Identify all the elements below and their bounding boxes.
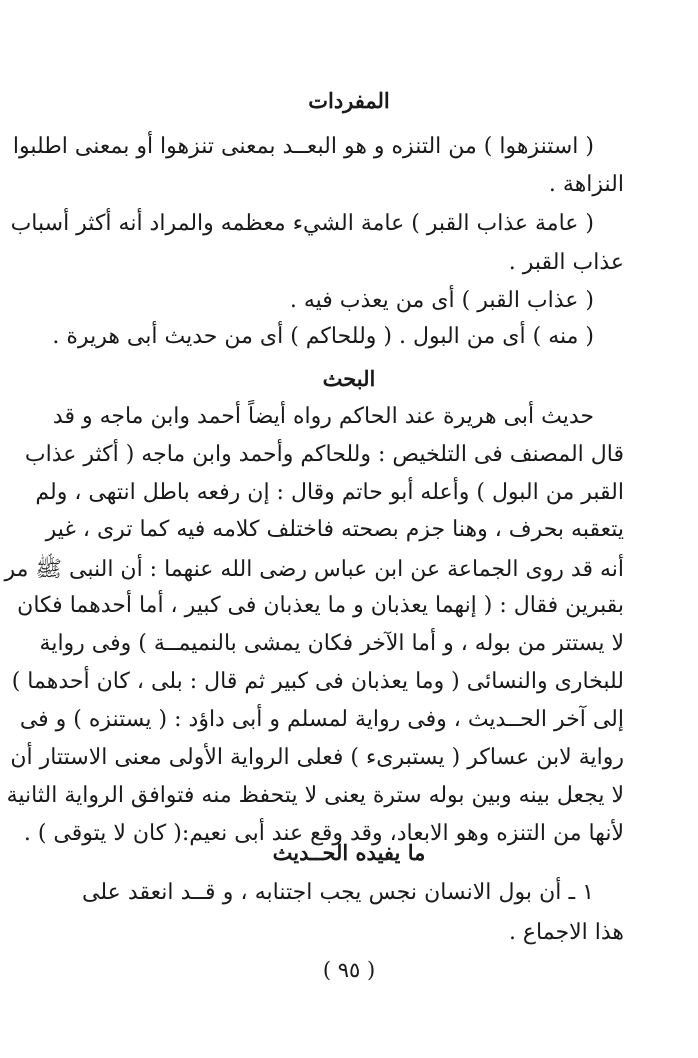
text-line: رواية لابن عساكر ( يستبرىء ) فعلى الرواية الأولى معنى الاستتار أن bbox=[10, 745, 624, 770]
text-line: بقبرين فقال : ( إنهما يعذبان و ما يعذبان فى كبير ، أما أحدهما فكان bbox=[17, 593, 624, 618]
page-number: ( ٩٥ ) bbox=[322, 958, 376, 982]
text-line: ( استنزهوا ) من التنزه و هو البعــد بمعنى تنزهوا أو بمعنى اطلبوا bbox=[12, 134, 594, 159]
text-line: عذاب القبر . bbox=[508, 250, 624, 275]
text-line: ١ ـ أن بول الانسان نجس يجب اجتنابه ، و قــد انعقد على bbox=[82, 880, 594, 905]
text-line: أنه قد روى الجماعة عن ابن عباس رضى الله عنهما : أن النبى ﷺ مر bbox=[4, 557, 624, 582]
section-title-bahth: البحث bbox=[322, 366, 376, 391]
text-line: لا يجعل بينه وبين بوله سترة يعنى لا يتحفظ منه فتوافق الرواية الثانية bbox=[6, 783, 624, 808]
text-line: حديث أبى هريرة عند الحاكم رواه أيضاً أحمد وابن ماجه و قد bbox=[52, 404, 594, 429]
section-title-fawaid: ما يفيده الحــديث bbox=[272, 840, 426, 865]
text-line: قال المصنف فى التلخيص : وللحاكم وأحمد وابن ماجه ( أكثر عذاب bbox=[24, 442, 624, 467]
text-line: لأنها من التنزه وهو الابعاد، وقد وقع عند أبى نعيم:( كان لا يتوقى ) . bbox=[23, 821, 624, 846]
text-line: هذا الاجماع . bbox=[508, 920, 624, 945]
text-line: للبخارى والنسائى ( وما يعذبان فى كبير ثم قال : بلى ، كان أحدهما ) bbox=[11, 669, 624, 694]
text-line: النزاهة . bbox=[548, 172, 624, 197]
text-line: ( عذاب القبر ) أى من يعذب فيه . bbox=[289, 288, 594, 313]
text-line: يتعقبه بحرف ، وهنا جزم بصحته فاختلف كلامه فيه كما ترى ، غير bbox=[45, 517, 624, 542]
text-line: إلى آخر الحــديث ، وفى رواية لمسلم و أبى داؤد : ( يستنزه ) و فى bbox=[19, 707, 624, 732]
text-line: ( منه ) أى من البول . ( وللحاكم ) أى من حديث أبى هريرة . bbox=[52, 324, 594, 349]
text-line: ( عامة عذاب القبر ) عامة الشيء معظمه والمراد أنه أكثر أسباب bbox=[10, 211, 594, 236]
section-title-mufradat: المفردات bbox=[308, 88, 390, 113]
text-line: القبر من البول ) وأعله أبو حاتم وقال : إن رفعه باطل انتهى ، ولم bbox=[35, 480, 624, 505]
text-line: لا يستتر من بوله ، و أما الآخر فكان يمشى بالنميمــة ) وفى رواية bbox=[39, 631, 624, 656]
